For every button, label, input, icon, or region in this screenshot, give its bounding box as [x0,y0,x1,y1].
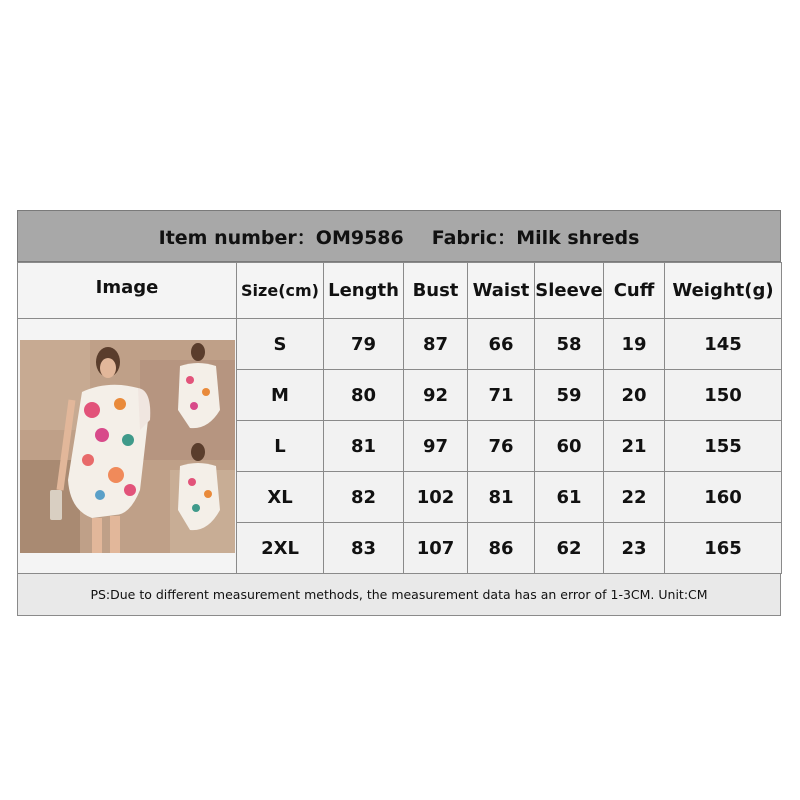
cell-size: M [237,370,324,421]
cell-waist: 71 [468,370,535,421]
cell-waist: 76 [468,421,535,472]
item-number-label: Item number： [158,226,316,249]
cell-sleeve: 58 [535,319,604,370]
fabric-value: Milk shreds [516,226,640,249]
column-header-bust: Bust [404,263,468,319]
table-header-row [18,263,782,319]
cell-weight: 165 [665,523,782,574]
cell-cuff: 19 [604,319,665,370]
cell-size: XL [237,472,324,523]
header-bar [17,210,781,262]
cell-size: 2XL [237,523,324,574]
image-column-header: Image [18,263,237,319]
measurement-note: PS:Due to different measurement methods, the measurement data has an error of 1-3CM. Unit:CM [17,573,781,616]
product-photo [20,340,235,553]
column-header-size: Size(cm) [237,263,324,319]
cell-cuff: 21 [604,421,665,472]
cell-waist: 66 [468,319,535,370]
cell-length: 81 [324,421,404,472]
cell-cuff: 22 [604,472,665,523]
cell-weight: 150 [665,370,782,421]
column-header-length: Length [324,263,404,319]
cell-length: 80 [324,370,404,421]
cell-length: 79 [324,319,404,370]
size-table [17,262,782,574]
cell-bust: 107 [404,523,468,574]
fabric [432,223,640,250]
dress-model-illustration [20,340,235,553]
cell-weight: 160 [665,472,782,523]
cell-bust: 87 [404,319,468,370]
cell-waist: 86 [468,523,535,574]
cell-length: 82 [324,472,404,523]
column-header-waist: Waist [468,263,535,319]
cell-sleeve: 59 [535,370,604,421]
cell-size: S [237,319,324,370]
column-header-cuff: Cuff [604,263,665,319]
column-header-sleeve: Sleeve [535,263,604,319]
cell-bust: 97 [404,421,468,472]
item-number-value: OM9586 [315,226,404,249]
cell-cuff: 23 [604,523,665,574]
size-chart [17,210,781,616]
cell-bust: 102 [404,472,468,523]
fabric-label: Fabric： [431,226,517,249]
cell-size: L [237,421,324,472]
cell-cuff: 20 [604,370,665,421]
cell-waist: 81 [468,472,535,523]
column-header-weight: Weight(g) [665,263,782,319]
cell-weight: 145 [665,319,782,370]
cell-weight: 155 [665,421,782,472]
cell-sleeve: 60 [535,421,604,472]
table-row [18,319,782,370]
product-image-cell [18,319,237,574]
item-number [159,223,404,250]
cell-sleeve: 61 [535,472,604,523]
cell-length: 83 [324,523,404,574]
cell-bust: 92 [404,370,468,421]
cell-sleeve: 62 [535,523,604,574]
